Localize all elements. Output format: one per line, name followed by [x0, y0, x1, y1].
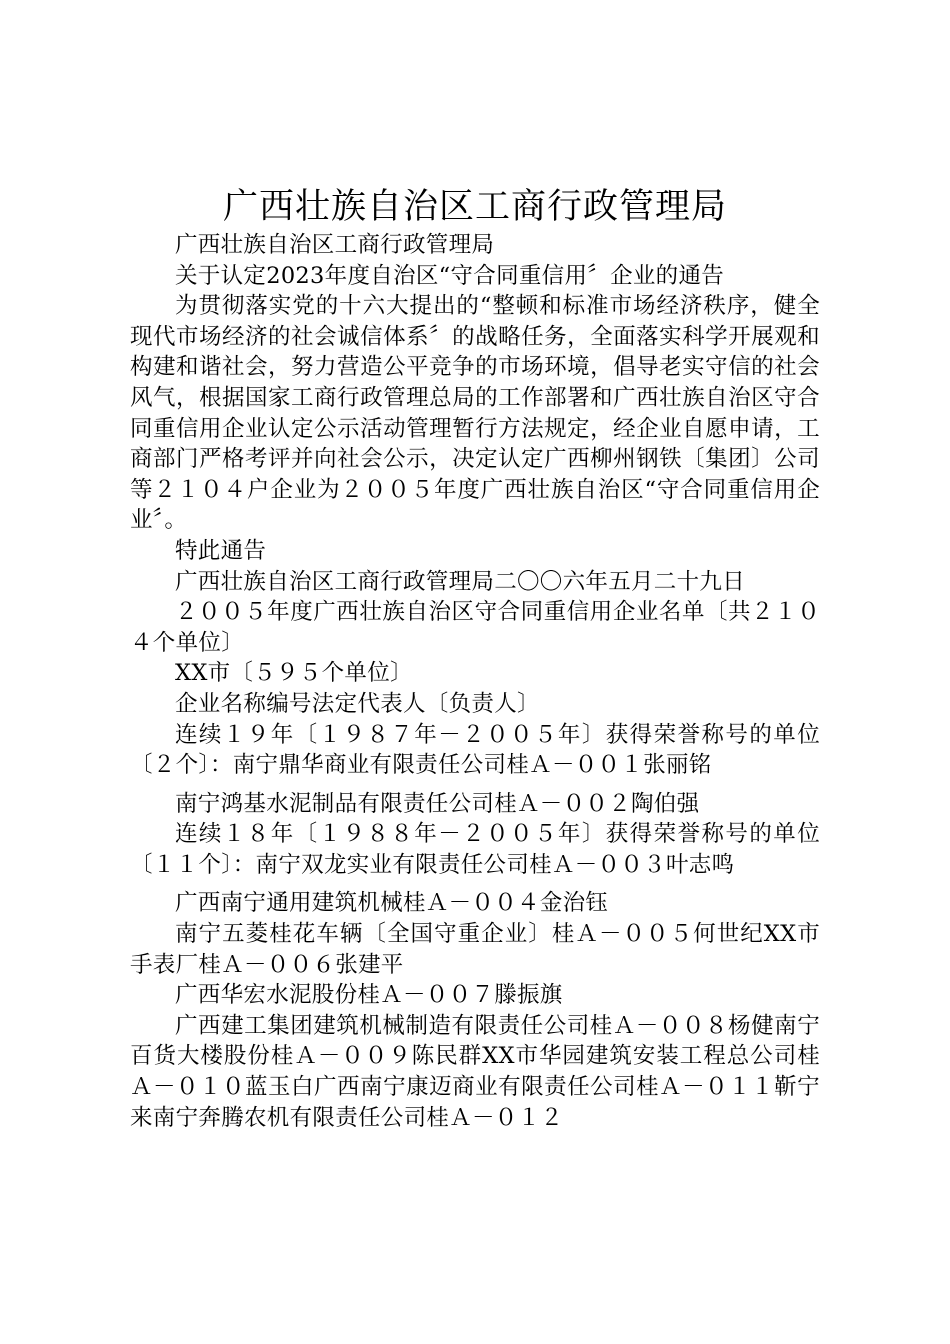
list-item: 广西南宁通用建筑机械桂Ａ－００４金治钰 [175, 890, 609, 917]
document-title: 广西壮族自治区工商行政管理局 [222, 187, 727, 227]
notice-closing: 特此通告 [175, 537, 267, 564]
list-item: 南宁五菱桂花车辆〔全国守重企业〕桂Ａ－００５何世纪XX市手表厂桂Ａ－００６张建平 [130, 921, 820, 978]
document-body [130, 230, 820, 1133]
city-heading: XX市〔５９５个单位〕 [175, 660, 413, 687]
list-item: 南宁鸿基水泥制品有限责任公司桂Ａ－００２陶伯强 [175, 790, 700, 817]
list-item: 广西建工集团建筑机械制造有限责任公司桂Ａ－００８杨健南宁百货大楼股份桂Ａ－００９陈民群XX市华园建筑安装工程总公司桂Ａ－０１０蓝玉白广西南宁康迈商业有限责任公司桂Ａ－０１１靳宁来南宁奔腾农机有限责任公司桂Ａ－０１２ [130, 1012, 820, 1131]
list-item: 广西华宏水泥股份桂Ａ－００７滕振旗 [175, 982, 563, 1009]
list-heading: ２００５年度广西壮族自治区守合同重信用企业名单〔共２１０４个单位〕 [130, 599, 820, 656]
column-header-line: 企业名称编号法定代表人〔负责人〕 [175, 690, 540, 717]
notice-title: 关于认定2023年度自治区“守合同重信用〞企业的通告 [175, 262, 725, 289]
notice-body-paragraph: 为贯彻落实党的十六大提出的“整顿和标准市场经济秩序，健全现代市场经济的社会诚信体系〞的战略任务，全面落实科学开展观和构建和谐社会，努力营造公平竞争的市场环境，倡导老实守信的社会风气，根据国家工商行政管理总局的工作部署和广西壮族自治区守合同重信用企业认定公示活动管理暂行方法规定，经企业自愿申请，工商部门严格考评并向社会公示，决定认定广西柳州钢铁〔集团〕公司等２１０４户企业为２００５年度广西壮族自治区“守合同重信用企业〞。 [130, 293, 820, 534]
issuer-line: 广西壮族自治区工商行政管理局 [175, 232, 495, 258]
issuer-date-line: 广西壮族自治区工商行政管理局二〇〇六年五月二十九日 [175, 568, 746, 595]
list-item: 连续１８年〔１９８８年－２００５年〕获得荣誉称号的单位〔１１个〕：南宁双龙实业有限责任公司桂Ａ－００３叶志鸣 [130, 821, 820, 878]
list-item: 连续１９年〔１９８７年－２００５年〕获得荣誉称号的单位〔２个〕：南宁鼎华商业有限责任公司桂Ａ－００１张丽铭 [130, 721, 820, 779]
